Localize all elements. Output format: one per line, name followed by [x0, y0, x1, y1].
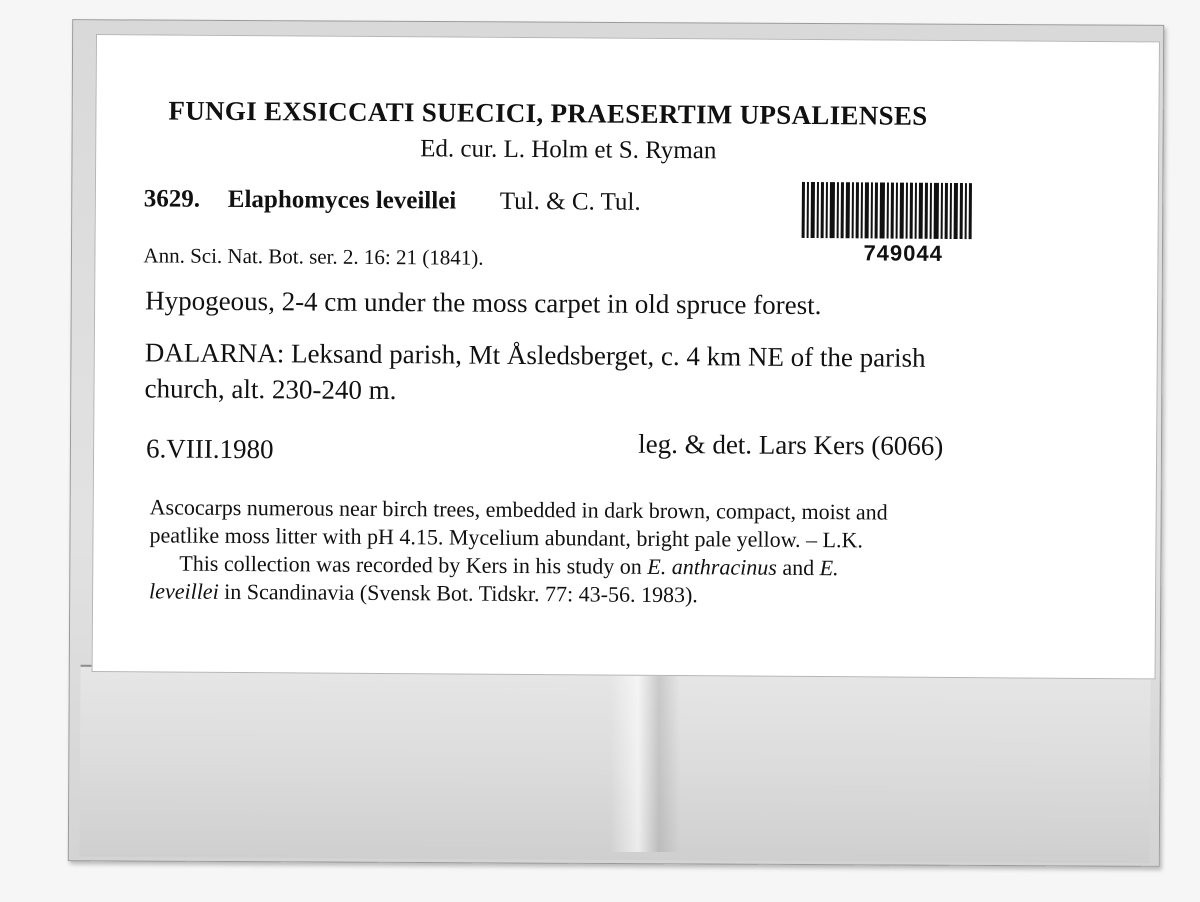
note-line-3-d: E.: [819, 555, 839, 581]
species-name: Elaphomyces leveillei: [227, 185, 457, 215]
collection-date: 6.VIII.1980: [146, 433, 274, 465]
exsiccata-number: 3629.: [143, 185, 201, 213]
note-line-4-a: leveillei: [149, 578, 219, 604]
locality-line-2: church, alt. 230-240 m.: [144, 373, 397, 406]
barcode: [802, 182, 1020, 240]
note-line-4: [149, 577, 887, 610]
publication-citation: Ann. Sci. Nat. Bot. ser. 2. 16: 21 (1841).: [143, 243, 484, 270]
habitat-text: Hypogeous, 2-4 cm under the moss carpet in old spruce forest.: [145, 285, 822, 321]
note-line-3-c: and: [776, 554, 820, 581]
collector: leg. & det. Lars Kers (6066): [638, 428, 944, 461]
herbarium-label: [92, 34, 1160, 679]
label-editors: Ed. cur. L. Holm et S. Ryman: [420, 135, 717, 165]
packet-fold: [610, 672, 680, 852]
locality-line-1: DALARNA: Leksand parish, Mt Åsledsberget, c. 4 km NE of the parish: [144, 337, 926, 373]
label-title: FUNGI EXSICCATI SUECICI, PRAESERTIM UPSALIENSES: [168, 95, 928, 131]
note-line-3-b: E. anthracinus: [647, 553, 777, 580]
note-line-3-a: This collection was recorded by Kers in his study on: [179, 550, 648, 579]
note-line-2: peatlike moss litter with pH 4.15. Mycelium abundant, bright pale yellow. – L.K.: [149, 522, 864, 553]
specimen-note: [149, 493, 888, 610]
note-line-1: Ascocarps numerous near birch trees, embedded in dark brown, compact, moist and: [149, 494, 888, 525]
species-author: Tul. & C. Tul.: [499, 187, 641, 216]
note-line-4-b: in Scandinavia (Svensk Bot. Tidskr. 77: 43-56. 1983).: [218, 578, 698, 608]
barcode-number: 749044: [863, 240, 943, 266]
